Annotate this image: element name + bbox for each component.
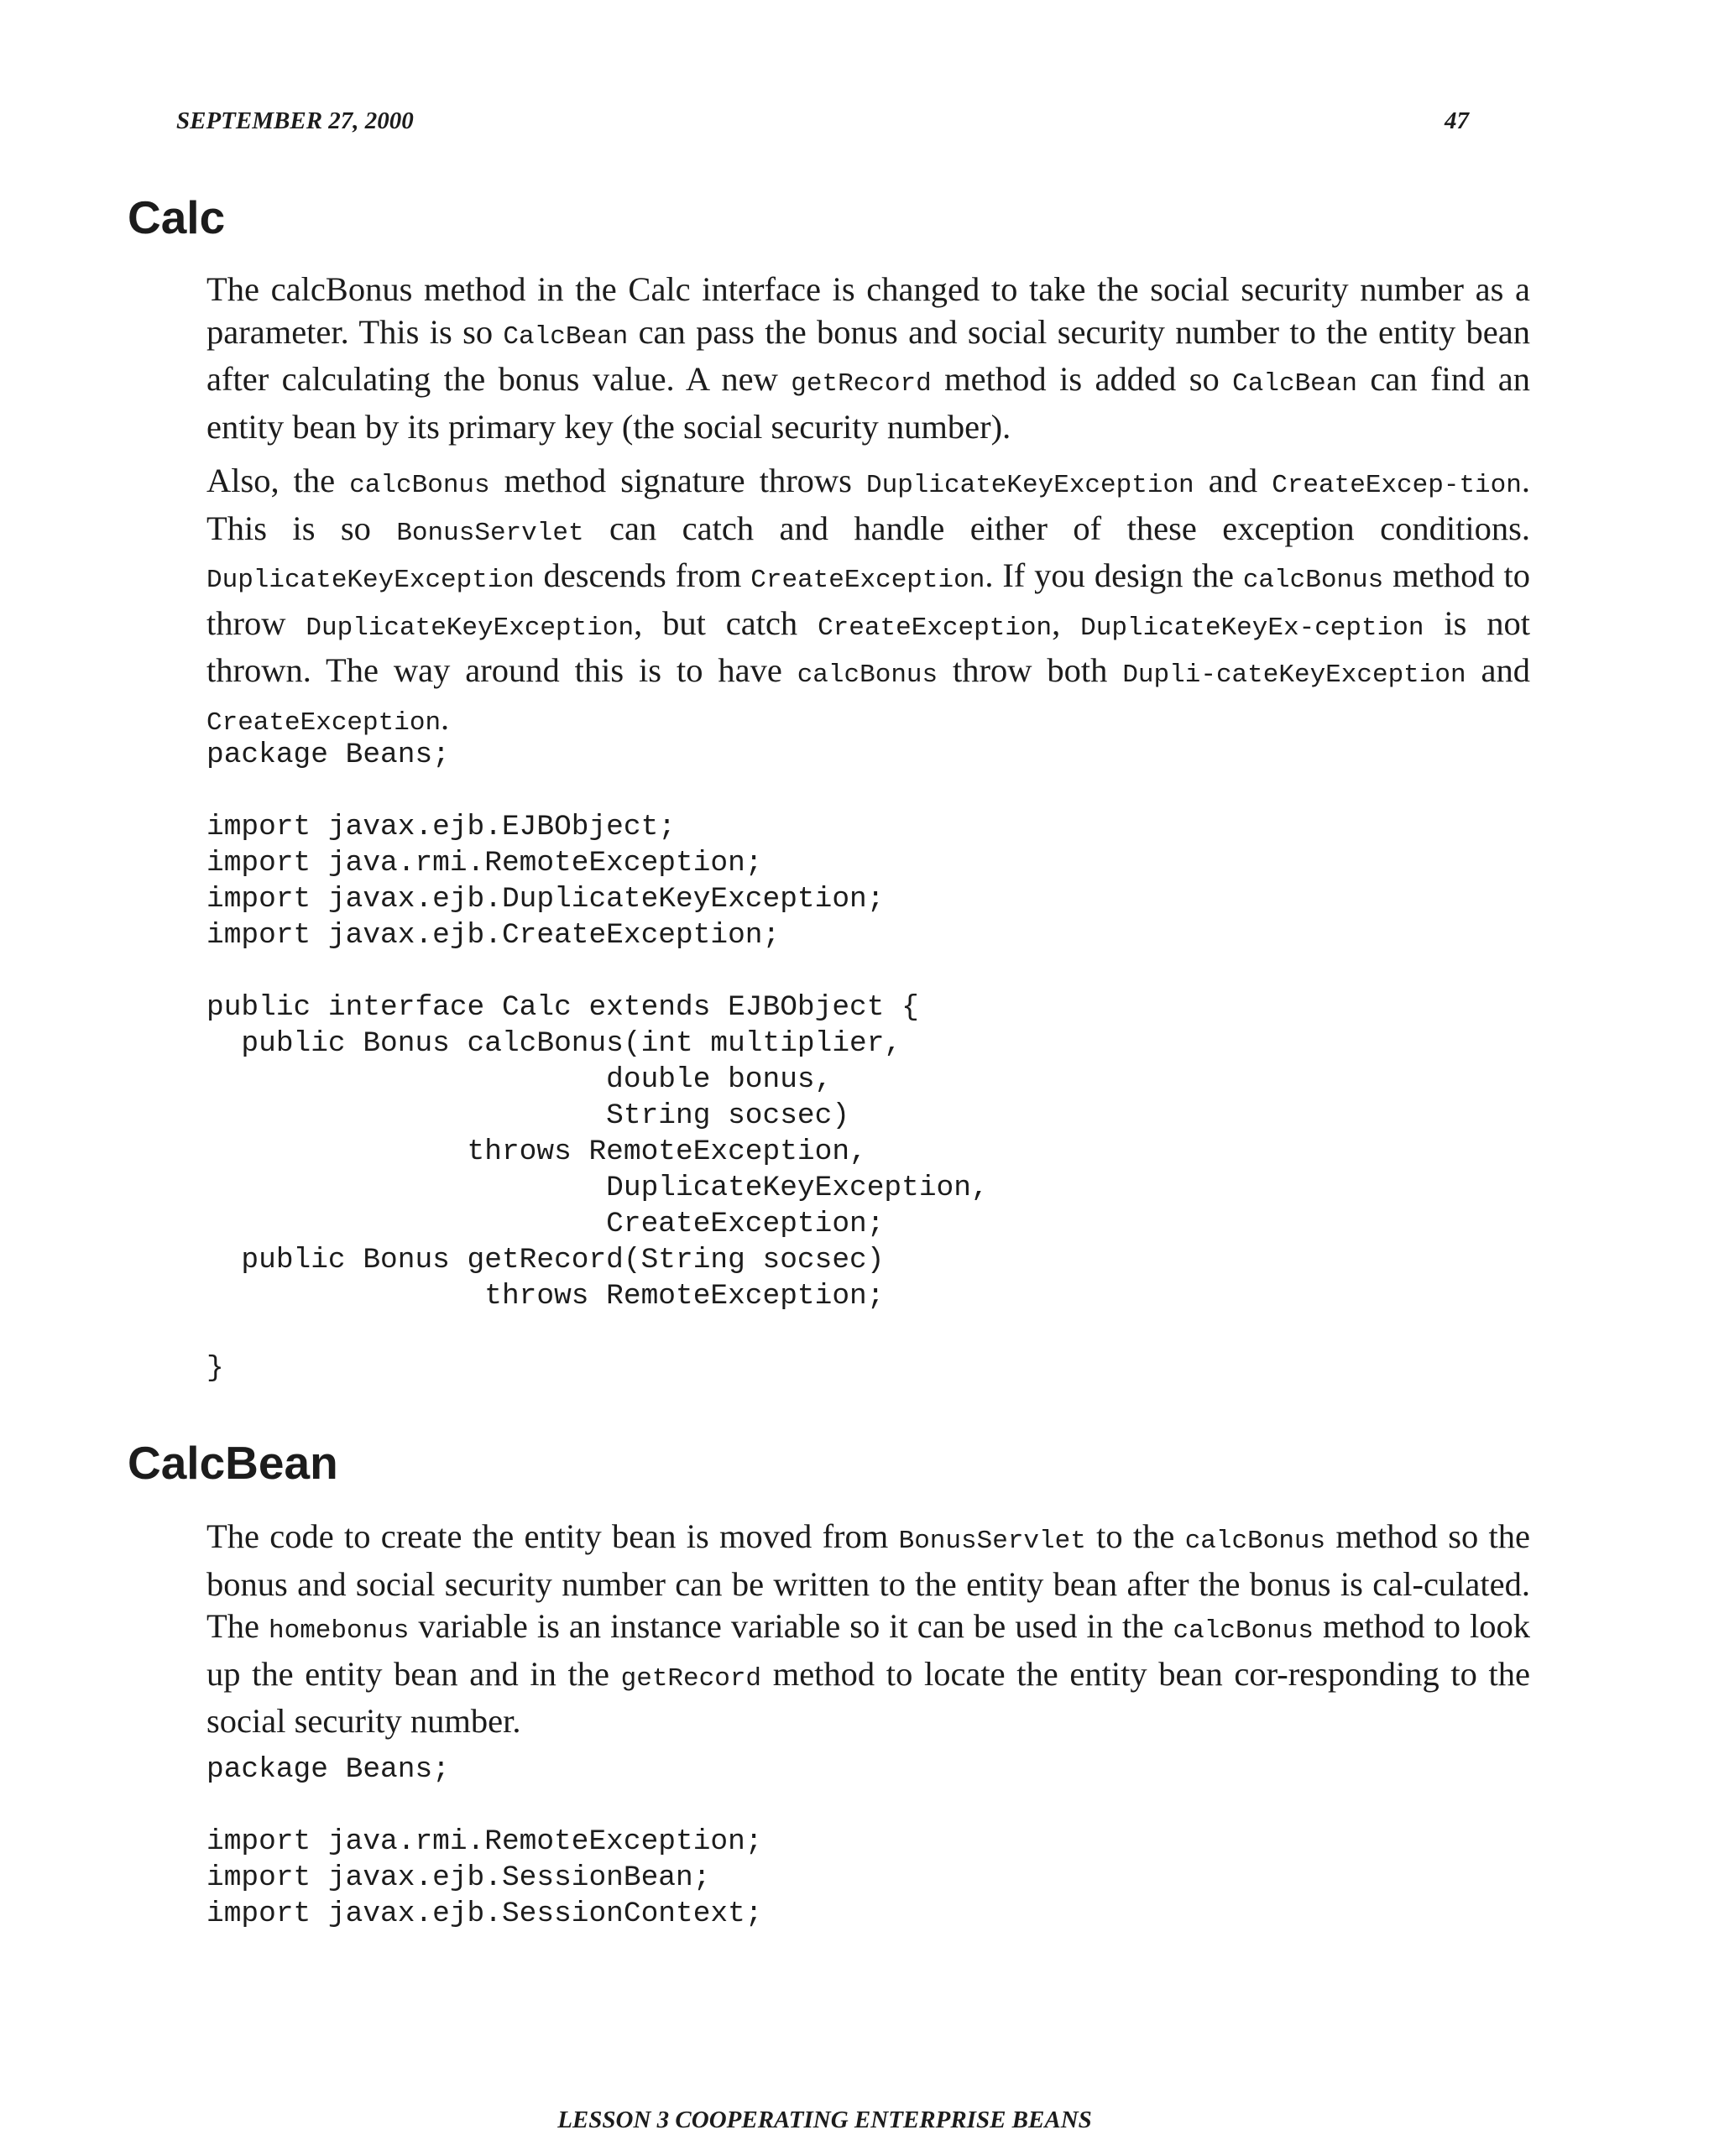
inline-code: calcBonus xyxy=(797,660,938,690)
inline-code: Dupli-cateKeyException xyxy=(1122,660,1466,690)
inline-code: DuplicateKeyEx-ception xyxy=(1080,613,1424,643)
inline-code: CalcBean xyxy=(1232,369,1357,399)
inline-code: DuplicateKeyException xyxy=(865,471,1194,500)
body-paragraph: The calcBonus method in the Calc interface is changed to take the social security number as a parameter. This is so CalcBean can pass the bonus and social security number to the entity bean after calculating the bonus value. A new getRecord method is added so CalcBean can find an entity bean by its primary key (the social security number). xyxy=(206,270,1530,446)
section-heading-calcbean: CalcBean xyxy=(128,1437,338,1489)
inline-code: CreateException xyxy=(750,566,985,595)
inline-code: DuplicateKeyException xyxy=(206,566,535,595)
inline-code: getRecord xyxy=(791,369,932,399)
inline-code: DuplicateKeyException xyxy=(306,613,635,643)
inline-code: CreateExcep-tion xyxy=(1272,471,1522,500)
inline-code: getRecord xyxy=(620,1663,762,1694)
running-header-date: SEPTEMBER 27, 2000 xyxy=(176,107,414,134)
inline-code: CalcBean xyxy=(503,321,629,352)
inline-code: CreateException xyxy=(206,707,442,738)
inline-code: BonusServlet xyxy=(898,1527,1086,1556)
section-heading-calc: Calc xyxy=(128,191,226,243)
inline-code: CreateException xyxy=(818,613,1053,643)
page-number: 47 xyxy=(1445,107,1469,134)
inline-code: homebonus xyxy=(268,1616,410,1646)
code-listing-calc-interface: package Beans; import javax.ejb.EJBObject; import java.rmi.RemoteException; import javax.ejb.DuplicateKeyException; import javax.ejb.CreateException; public interface Calc extends EJBObject { public Bonus calcBonus(int multiplier, double bonus, String socsec) throws RemoteException, DuplicateKeyException, CreateException; public Bonus getRecord(String socsec) throws RemoteException; } xyxy=(206,739,989,1385)
inline-code: calcBonus xyxy=(1173,1616,1314,1646)
body-paragraph: The code to create the entity bean is moved from BonusServlet to the calcBonus method so the bonus and social security number can be written to the entity bean after the bonus is cal-culated. The homebonus variable is an instance variable so it can be used in the calcBonus method to look up the entity bean and in the getRecord method to locate the entity bean cor-responding to the social security number. xyxy=(206,1517,1530,1740)
inline-code: calcBonus xyxy=(1242,566,1384,595)
code-listing-calcbean: package Beans; import java.rmi.RemoteException; import javax.ejb.SessionBean; import javax.ejb.SessionContext; xyxy=(206,1753,763,1930)
body-paragraph: Also, the calcBonus method signature throws DuplicateKeyException and CreateExcep-tion. This is so BonusServlet can catch and handle either of these exception conditions. DuplicateKeyException descends from CreateException. If you design the calcBonus method to throw DuplicateKeyException, but catch CreateException, DuplicateKeyEx-ception is not thrown. The way around this is to have calcBonus throw both Dupli-cateKeyException and CreateException. xyxy=(206,462,1531,738)
inline-code: calcBonus xyxy=(1184,1527,1326,1556)
running-footer: LESSON 3 COOPERATING ENTERPRISE BEANS xyxy=(557,2106,1092,2133)
inline-code: BonusServlet xyxy=(396,518,584,548)
inline-code: calcBonus xyxy=(349,471,490,500)
